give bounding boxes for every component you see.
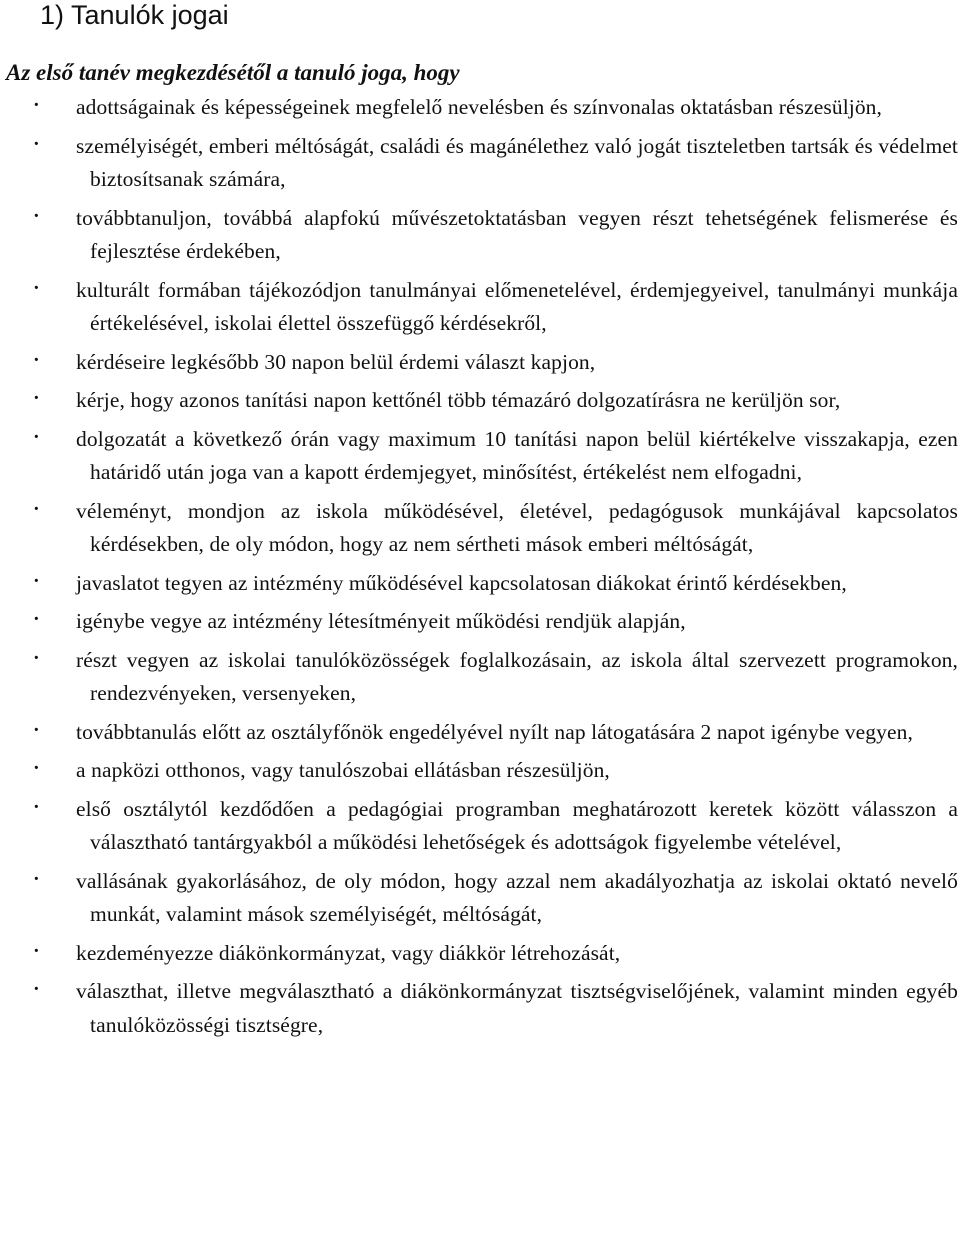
bullet-icon: · <box>33 204 40 227</box>
list-item-text: igénybe vegye az intézmény létesítményeit működési rendjük alapján, <box>76 609 686 633</box>
list-item <box>0 644 960 711</box>
bullet-icon: · <box>33 132 40 155</box>
bullet-icon: · <box>33 795 40 818</box>
list-item <box>0 495 960 562</box>
bullet-icon: · <box>33 978 40 1000</box>
list-item-text: adottságainak és képességeinek megfelelő nevelésben és színvonalas oktatásban részesüljön, <box>76 95 883 119</box>
list-item <box>0 384 960 418</box>
list-item <box>0 975 960 1042</box>
list-item <box>0 937 960 971</box>
list-item-text: továbbtanuljon, továbbá alapfokú művészetoktatásban vegyen részt tehetségének felismerése és fejlesztése érdekében, <box>76 205 958 263</box>
bullet-icon: · <box>33 939 40 962</box>
list-item <box>0 567 960 601</box>
intro-line: Az első tanév megkezdésétől a tanuló joga, hogy <box>6 60 460 85</box>
list-item-text: részt vegyen az iskolai tanulóközösségek foglalkozásain, az iskola által szervezett programokon, rendezvényeken, versenyeken, <box>76 647 958 705</box>
list-item <box>0 346 960 380</box>
list-item-text: a napközi otthonos, vagy tanulószobai ellátásban részesüljön, <box>76 758 610 782</box>
list-item-text: kulturált formában tájékozódjon tanulmányai előmenetelével, érdemjegyeivel, tanulmányi munkája értékelésével, iskolai élettel összefüggő kérdésekről, <box>76 277 958 335</box>
list-item <box>0 130 960 197</box>
list-item <box>0 754 960 788</box>
list-item <box>0 202 960 269</box>
list-item <box>0 716 960 750</box>
bullet-icon: · <box>33 646 40 669</box>
list-item <box>0 793 960 860</box>
rights-list <box>0 91 960 1042</box>
bullet-icon: · <box>33 276 40 299</box>
bullet-icon: · <box>33 569 40 592</box>
bullet-icon: · <box>33 718 40 741</box>
bullet-icon: · <box>33 867 40 890</box>
list-item-text: továbbtanulás előtt az osztályfőnök engedélyével nyílt nap látogatására 2 napot igénybe vegyen, <box>76 719 913 744</box>
list-item-text: kérdéseire legkésőbb 30 napon belül érdemi választ kapjon, <box>76 349 596 374</box>
bullet-icon: · <box>33 94 40 116</box>
list-item-text: javaslatot tegyen az intézmény működésével kapcsolatosan diákokat érintő kérdésekben, <box>76 570 847 595</box>
list-item-text: vallásának gyakorlásához, de oly módon, hogy azzal nem akadályozhatja az iskolai oktató nevelő munkát, valamint mások személyiségét, méltóságát, <box>76 868 958 926</box>
list-item <box>0 865 960 932</box>
list-item-text: véleményt, mondjon az iskola működésével, életével, pedagógusok munkájával kapcsolatos kérdésekben, de oly módon, hogy az nem sértheti mások emberi méltóságát, <box>76 498 958 556</box>
bullet-icon: · <box>33 348 40 371</box>
list-item-text: első osztálytól kezdődően a pedagógiai programban meghatározott keretek között válasszon a választható tantárgyakból a működési lehetőségek és adottságok figyelembe vételével, <box>76 796 958 854</box>
list-item-text: választhat, illetve megválasztható a diákönkormányzat tisztségviselőjének, valamint minden egyéb tanulóközösségi tisztségre, <box>76 979 958 1037</box>
list-item <box>0 423 960 490</box>
bullet-icon: · <box>33 387 40 409</box>
list-item-text: kérje, hogy azonos tanítási napon kettőnél több témazáró dolgozatírásra ne kerüljön sor, <box>76 388 841 412</box>
list-item <box>0 91 960 125</box>
list-item <box>0 274 960 341</box>
bullet-icon: · <box>33 497 40 520</box>
list-item-text: személyiségét, emberi méltóságát, családi és magánélethez való jogát tiszteletben tartsák és védelmet biztosítsanak számára, <box>76 133 958 191</box>
list-item <box>0 605 960 639</box>
section-heading: 1) Tanulók jogai <box>40 0 229 30</box>
list-item-text: dolgozatát a következő órán vagy maximum 10 tanítási napon belül kiértékelve visszakapja, ezen határidő után joga van a kapott érdemjegyet, minősítést, értékelést nem elfogadni, <box>76 426 958 484</box>
list-item-text: kezdeményezze diákönkormányzat, vagy diákkör létrehozását, <box>76 940 621 965</box>
bullet-icon: · <box>33 608 40 630</box>
bullet-icon: · <box>33 425 40 448</box>
bullet-icon: · <box>33 757 40 779</box>
